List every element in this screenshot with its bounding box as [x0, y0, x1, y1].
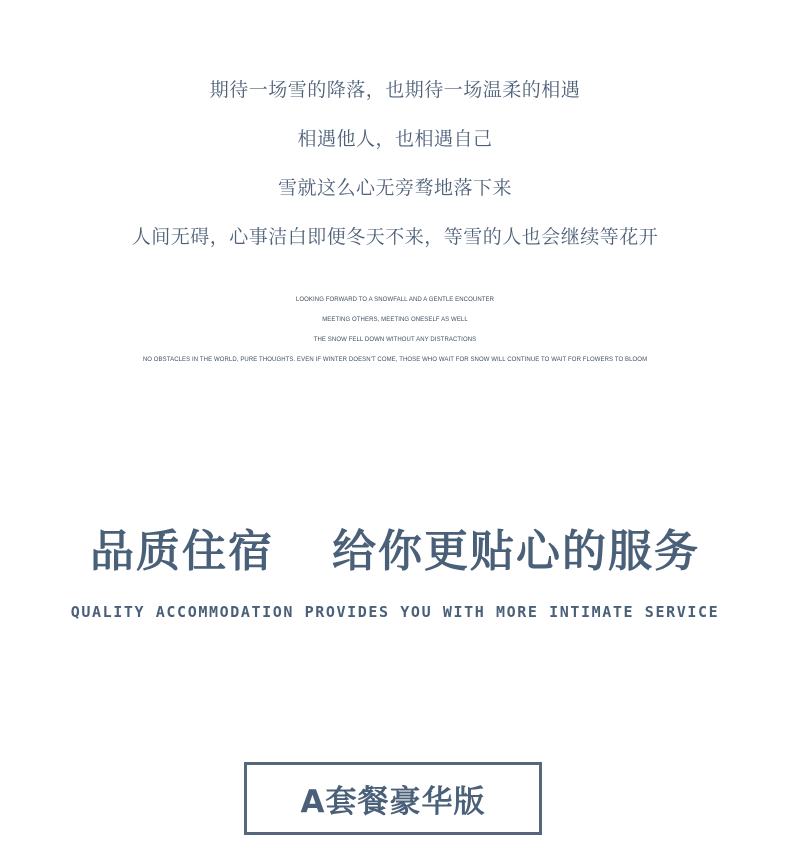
poem-line-en-3: THE SNOW FELL DOWN WITHOUT ANY DISTRACTIONS — [313, 337, 477, 343]
package-button[interactable] — [244, 762, 542, 835]
poem-line-cn-2: 相遇他人，也相遇自己 — [297, 128, 493, 150]
poem-line-en-4: NO OBSTACLES IN THE WORLD, PURE THOUGHTS. EVEN IF WINTER DOESN'T COME, THOSE WHO WAIT FOR SNOW WILL CONTINUE TO WAIT FOR FLOWERS TO BLOOM — [142, 357, 648, 363]
headline — [0, 526, 790, 577]
headline-right: 给你更贴心的服务 — [332, 526, 700, 577]
package-label: A套餐豪华版 — [300, 784, 486, 820]
headline-left: 品质住宿 — [90, 526, 274, 577]
poem-line-cn-3: 雪就这么心无旁骛地落下来 — [277, 177, 512, 199]
poem-line-en-1: LOOKING FORWARD TO A SNOWFALL AND A GENTLE ENCOUNTER — [295, 297, 495, 303]
poem-line-en-2: MEETING OTHERS, MEETING ONESELF AS WELL — [322, 317, 468, 323]
headline-subtitle: QUALITY ACCOMMODATION PROVIDES YOU WITH MORE INTIMATE SERVICE — [70, 603, 720, 621]
poem-line-cn-4: 人间无碍，心事洁白即便冬天不来，等雪的人也会继续等花开 — [131, 226, 659, 248]
poem-line-cn-1: 期待一场雪的降落，也期待一场温柔的相遇 — [209, 79, 581, 101]
